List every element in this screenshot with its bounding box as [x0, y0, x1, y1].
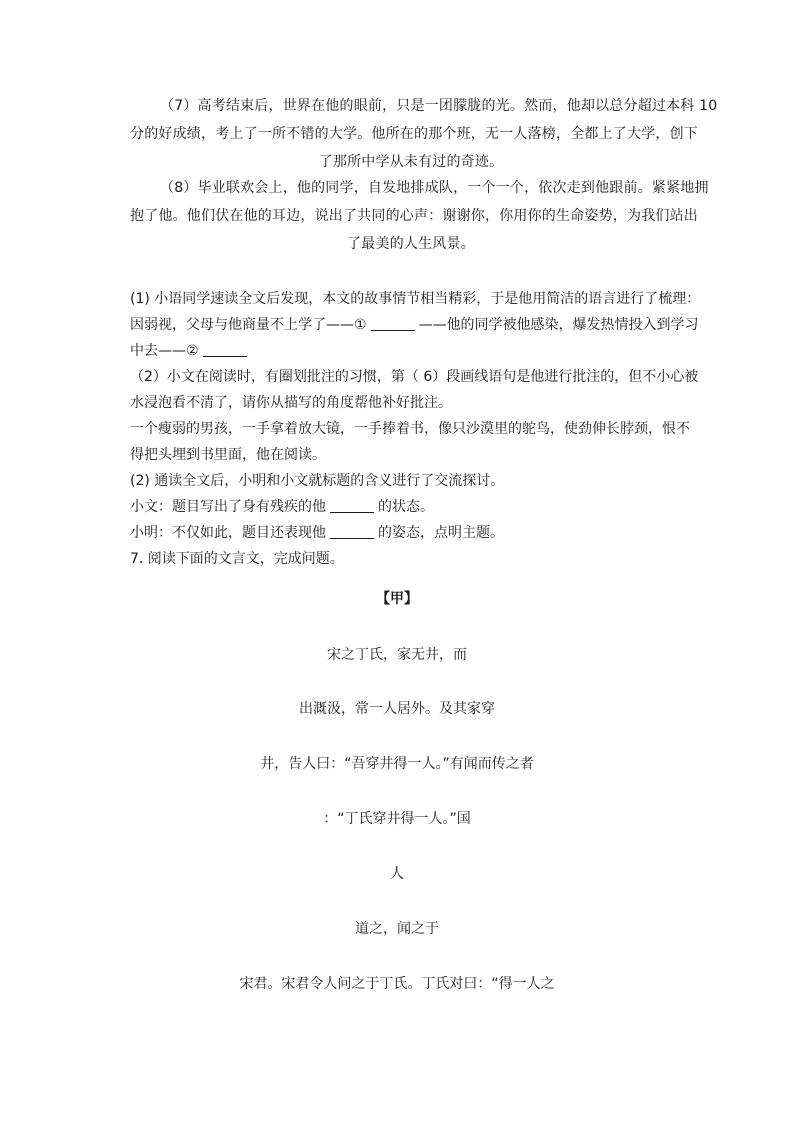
- answer-blank-1[interactable]: [371, 314, 415, 331]
- answer-blank-2[interactable]: [203, 340, 247, 357]
- classical-line-7: 宋君。宋君令人问之于丁氏。丁氏对曰：“得一人之: [239, 976, 555, 992]
- paragraph-7-line-3: 了那所中学从未有过的奇迹。: [318, 154, 504, 170]
- question-3-xiaoming-text-b: 的姿态，点明主题。: [378, 525, 504, 541]
- question-1-line-2-text-a: 因弱视，父母与他商量不上学了——①: [130, 317, 367, 333]
- question-3-xiaoming: [130, 520, 700, 546]
- question-3-xiaowen-text-b: 的状态。: [378, 499, 434, 515]
- answer-blank-3[interactable]: [330, 496, 374, 513]
- classical-line-1: 宋之丁氏，家无井，而: [327, 647, 467, 663]
- classical-line-6: 道之，闻之于: [355, 921, 439, 937]
- paragraph-7-line-1: （7）高考结束后，世界在他的眼前，只是一团朦胧的光。然而，他却以总分超过本科 10: [160, 98, 718, 114]
- classical-heading: 【甲】: [376, 591, 418, 607]
- paragraph-8-line-1: （8）毕业联欢会上，他的同学，自发地排成队，一个一个，依次走到他跟前。紧紧地拥: [160, 180, 709, 196]
- question-7-line: 7. 阅读下面的文言文，完成问题。: [130, 551, 344, 567]
- question-2-line-3: 一个瘦弱的男孩，一手拿着放大镜，一手捧着书，像只沙漠里的鸵鸟，使劲伸长脖颈，恨不: [130, 421, 690, 437]
- question-2-line-2: 水浸泡看不清了，请你从描写的角度帮他补好批注。: [130, 395, 452, 411]
- question-3-xiaowen: [130, 494, 700, 520]
- question-2-line-1: （2）小文在阅读时，有圈划批注的习惯，第（ 6）段画线语句是他进行批注的，但不小心被: [130, 369, 699, 385]
- paragraph-7: [130, 92, 718, 176]
- question-3-xiaowen-text-a: 小文：题目写出了身有残疾的他: [130, 499, 326, 515]
- classical-line-4: ：“丁氏穿井得一人。”国: [323, 811, 471, 827]
- classical-line-5: 人: [390, 866, 404, 882]
- question-3-xiaoming-text-a: 小明：不仅如此，题目还表现他: [130, 525, 326, 541]
- question-3-line-1: (2) 通读全文后，小明和小文就标题的含义进行了交流探讨。: [130, 473, 505, 489]
- question-1-line-3: [130, 338, 700, 364]
- classical-line-3: 井，告人曰：“吾穿井得一人。”有闻而传之者: [260, 756, 534, 772]
- question-1-line-2-text-b: ——他的同学被他感染，爆发热情投入到学习: [418, 317, 699, 333]
- question-2-line-4: 得把头埋到书里面，他在阅读。: [130, 447, 326, 463]
- question-block: [130, 286, 700, 572]
- paragraph-8-line-2: 抱了他。他们伏在他的耳边，说出了共同的心声：谢谢你，你用你的生命姿势，为我们站出: [130, 208, 698, 224]
- answer-blank-4[interactable]: [330, 522, 374, 539]
- paragraph-8-line-3: 了最美的人生风景。: [347, 236, 475, 252]
- question-1-line-1: (1) 小语同学速读全文后发现，本文的故事情节相当精彩，于是他用简洁的语言进行了梳理：: [130, 291, 701, 307]
- paragraph-7-line-2: 分的好成绩，考上了一所不错的大学。他所在的那个班，无一人落榜，全都上了大学，创下: [130, 126, 698, 142]
- question-1-line-2: [130, 312, 700, 338]
- question-1-line-3-text: 中去——②: [130, 343, 199, 359]
- classical-line-2: 出溉汲，常一人居外。及其家穿: [299, 701, 495, 717]
- paragraph-8: [130, 174, 709, 258]
